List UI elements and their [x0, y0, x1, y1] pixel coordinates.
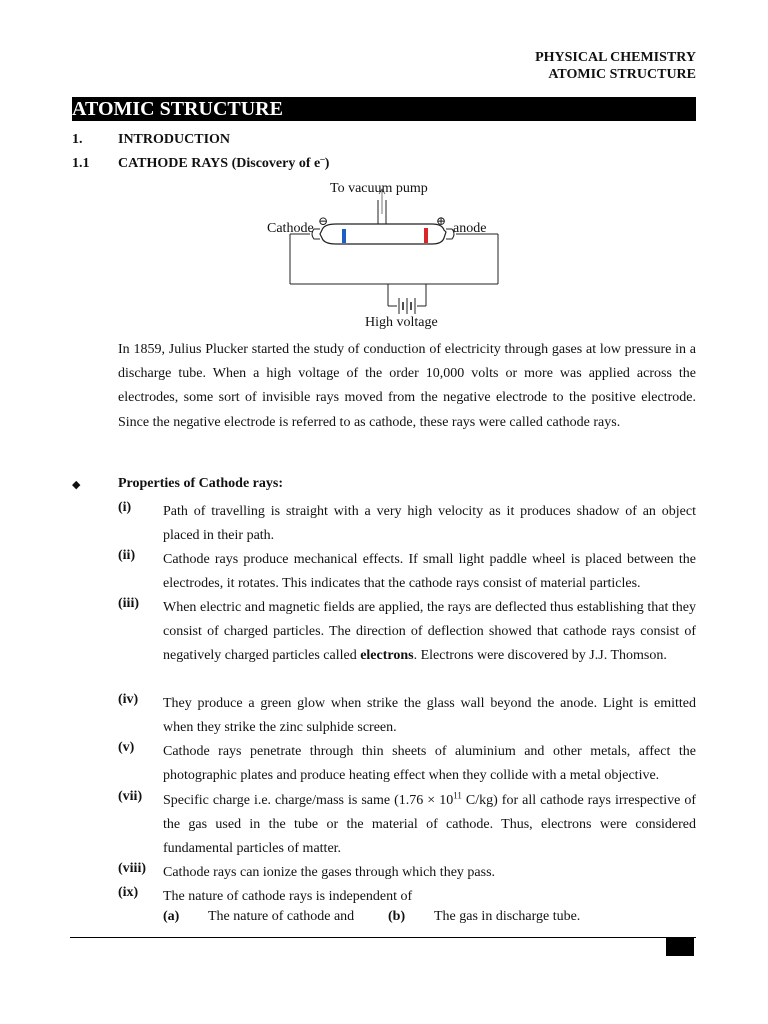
vacuum-pump-label: To vacuum pump: [330, 181, 428, 196]
sub-item-text-b: The gas in discharge tube.: [434, 909, 581, 924]
subsection-number: 1.1: [72, 156, 90, 171]
high-voltage-label: High voltage: [365, 315, 438, 330]
running-header-chapter: ATOMIC STRUCTURE: [548, 67, 696, 82]
sub-item-text-a: The nature of cathode and: [208, 909, 355, 924]
discharge-tube-diagram: [260, 176, 500, 336]
property-text: When electric and magnetic fields are applied, the rays are deflected thus establishing that they consist of charged particles. The direction of deflection showed that cathode rays consist of negatively charged particles called electrons. Electrons were discovered by J.J. Thomson.: [163, 600, 696, 663]
property-number: (iii): [118, 596, 139, 611]
sub-item-label-b: (b): [388, 909, 406, 924]
sub-item-label-a: (a): [163, 909, 180, 924]
property-number: (i): [118, 500, 132, 515]
discharge-tube-figure: [260, 176, 500, 336]
property-number: (viii): [118, 861, 146, 876]
anode-plate: [424, 228, 428, 243]
chapter-title-banner: ATOMIC STRUCTURE: [72, 97, 696, 121]
property-number: (ix): [118, 885, 139, 900]
property-number: (vii): [118, 789, 143, 804]
cathode-label: Cathode: [267, 221, 314, 236]
property-text: Cathode rays penetrate through thin sheets of aluminium and other metals, affect the photographic plates and produce heating effect when they collide with a metal objective.: [163, 744, 696, 783]
property-text: The nature of cathode rays is independent of: [163, 889, 413, 904]
subsection-title: CATHODE RAYS (Discovery of e–): [118, 153, 330, 171]
page-number-box: [666, 937, 694, 956]
footer-rule: [70, 937, 696, 938]
electrons-term: electrons: [360, 648, 414, 663]
property-number: (iv): [118, 692, 139, 707]
section-title: INTRODUCTION: [118, 132, 231, 147]
property-text: Path of travelling is straight with a very high velocity as it produces shadow of an object placed in their path.: [163, 504, 696, 543]
anode-label: anode: [453, 221, 487, 236]
property-number: (v): [118, 740, 135, 755]
positive-sign-icon: ⊕: [436, 214, 447, 228]
cathode-plate: [342, 229, 346, 243]
property-text: Cathode rays produce mechanical effects. If small light paddle wheel is placed between the electrodes, it rotates. This indicates that the cathode rays consist of material particles.: [163, 552, 696, 591]
section-number: 1.: [72, 132, 83, 147]
property-number: (ii): [118, 548, 136, 563]
diamond-bullet-icon: ◆: [72, 479, 81, 491]
property-text: Specific charge i.e. charge/mass is same ($1.76 \times 10^{11}$ C/kg) for all cathode rays irrespective of the gas used in the tube or the material of cathode. Thus, electrons were considered fundamental particles of matter.: [163, 790, 696, 856]
properties-heading: Properties of Cathode rays:: [118, 476, 283, 491]
property-text: They produce a green glow when strike the glass wall beyond the anode. Light is emitted when they strike the zinc sulphide screen.: [163, 696, 696, 735]
negative-sign-icon: ⊖: [318, 214, 329, 228]
property-text: Cathode rays can ionize the gases through which they pass.: [163, 865, 496, 880]
intro-paragraph: In 1859, Julius Plucker started the study of conduction of electricity through gases at low pressure in a discharge tube. When a high voltage of the order 10,000 volts or more was applied across the electrodes, some sort of invisible rays moved from the negative electrode to the positive electrode. Since the negative electrode is referred to as cathode, these rays were called cathode rays.: [118, 342, 696, 430]
running-header-subject: PHYSICAL CHEMISTRY: [535, 50, 696, 65]
